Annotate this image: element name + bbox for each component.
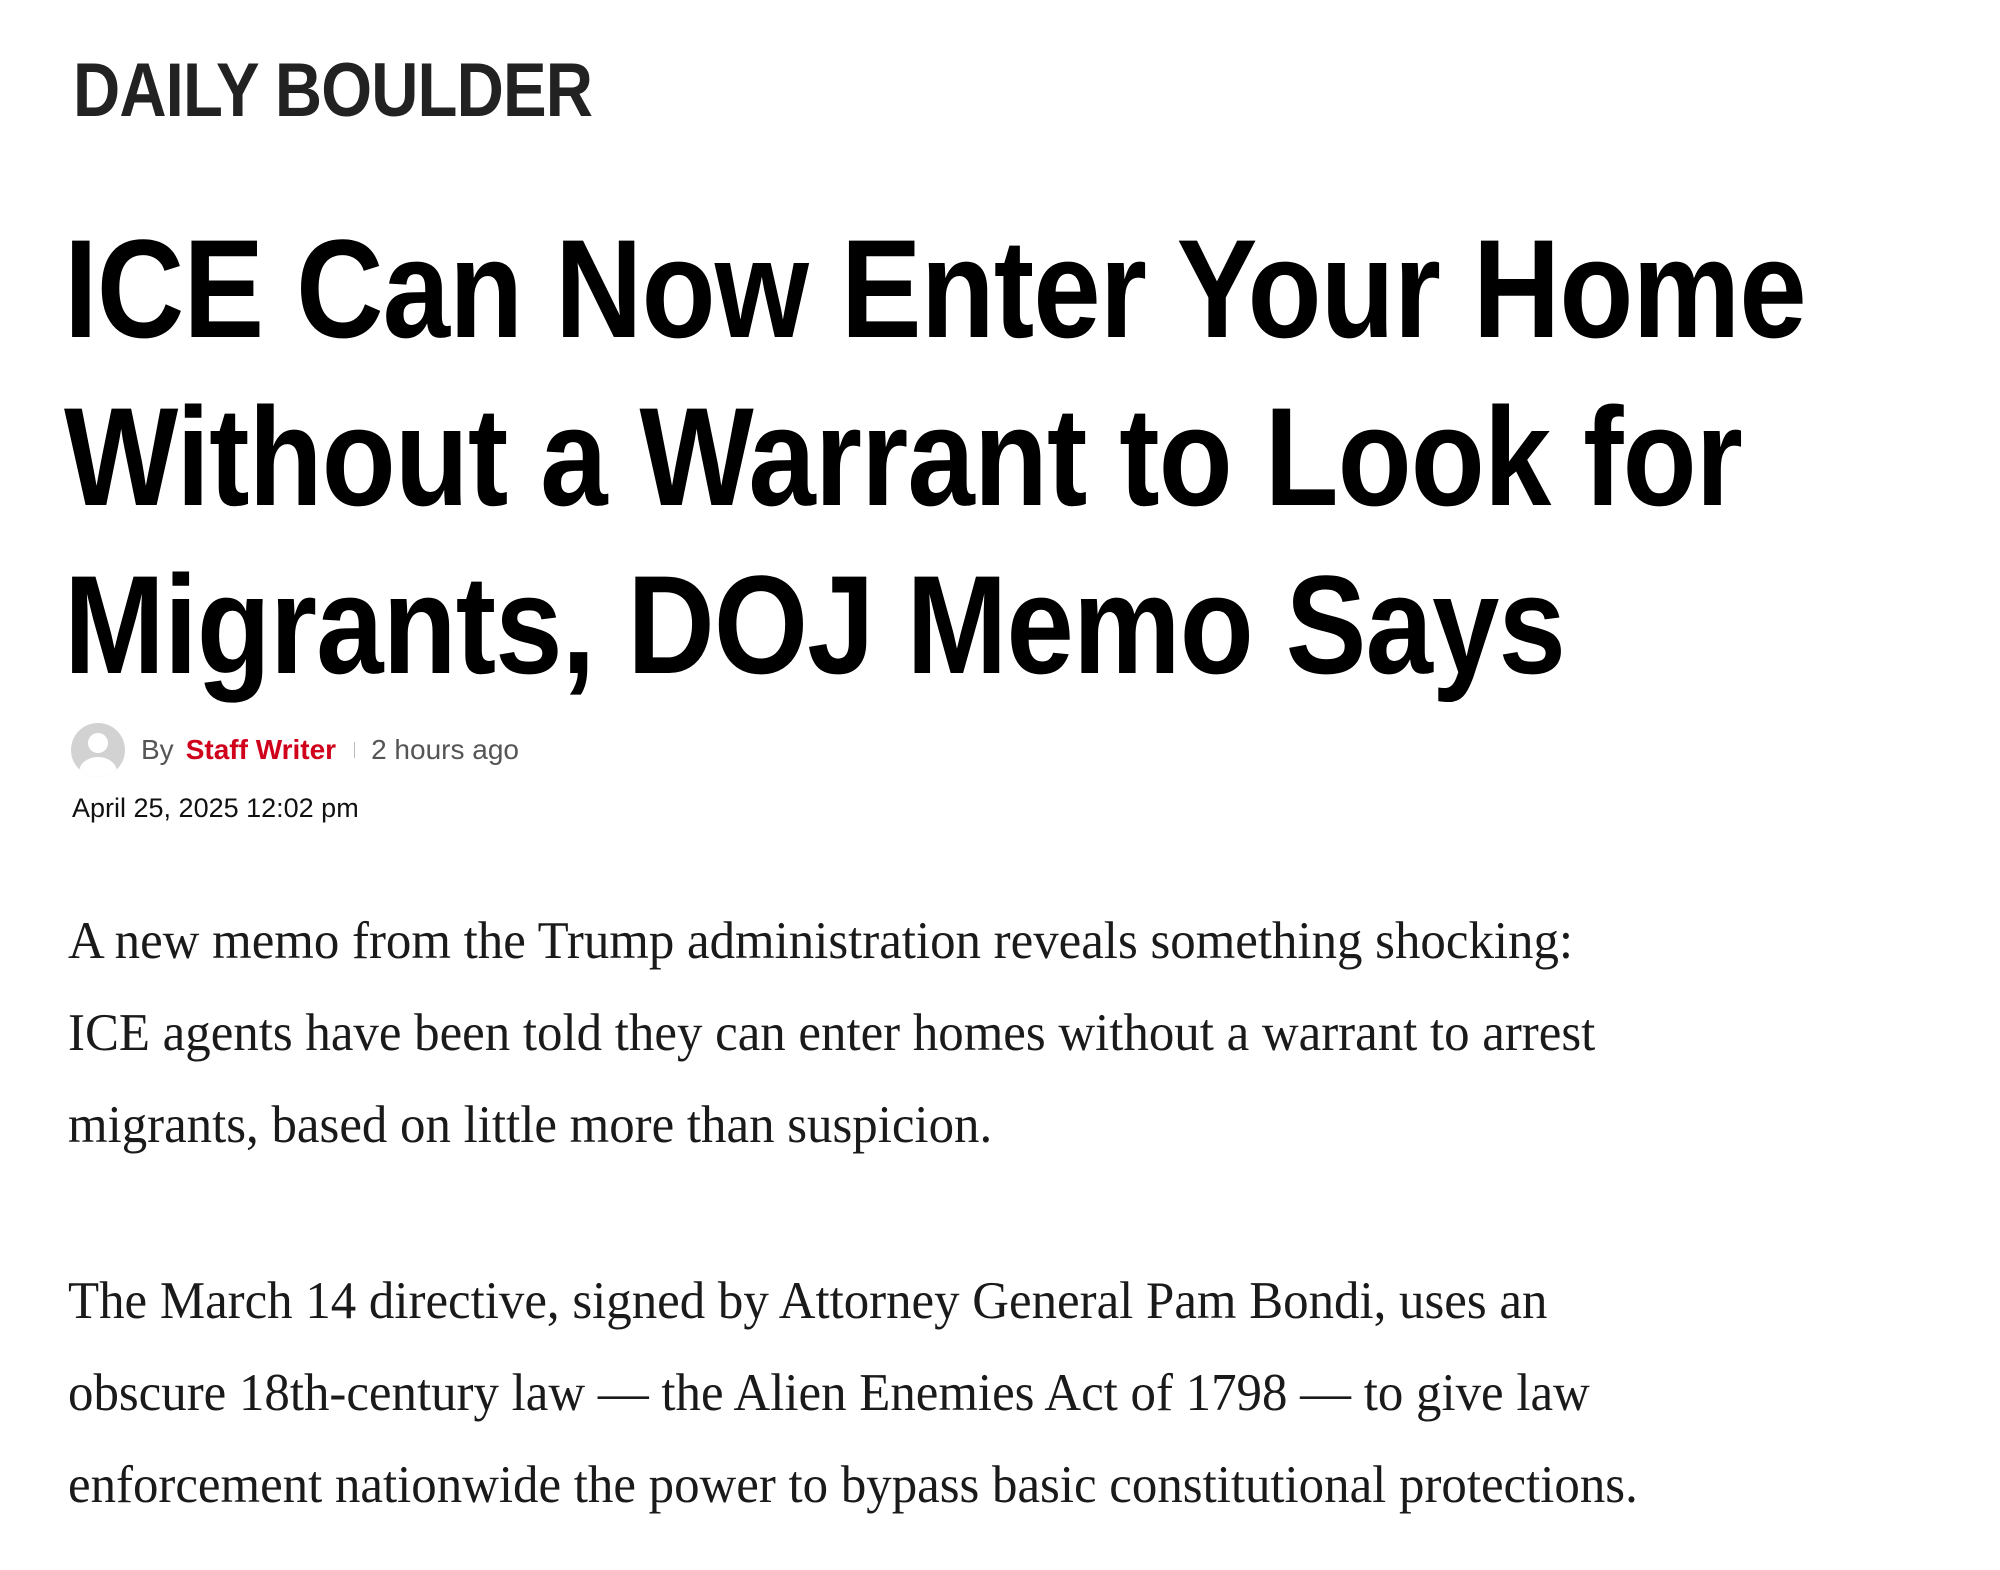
byline bbox=[71, 720, 519, 780]
article-paragraph bbox=[68, 895, 1892, 1171]
headline-line: Without a Warrant to Look for bbox=[64, 378, 1743, 535]
paragraph-line: obscure 18th-century law — the Alien Enemies Act of 1798 — to give law bbox=[68, 1364, 1590, 1422]
publish-date: April 25, 2025 12:02 pm bbox=[72, 793, 359, 823]
paragraph-line: migrants, based on little more than suspicion. bbox=[68, 1096, 993, 1154]
paragraph-line: ICE agents have been told they can enter homes without a warrant to arrest bbox=[68, 1004, 1596, 1062]
site-logo[interactable]: DAILY BOULDER bbox=[73, 48, 593, 133]
article-paragraph bbox=[68, 1255, 1892, 1531]
paragraph-line: A new memo from the Trump administration reveals something shocking: bbox=[68, 912, 1574, 970]
paragraph-line: enforcement nationwide the power to bypass basic constitutional protections. bbox=[68, 1456, 1638, 1514]
author-link[interactable]: Staff Writer bbox=[185, 734, 337, 765]
paragraph-line: The March 14 directive, signed by Attorney General Pam Bondi, uses an bbox=[68, 1272, 1548, 1330]
byline-by-label: By bbox=[141, 734, 174, 765]
headline-line: Migrants, DOJ Memo Says bbox=[64, 546, 1566, 703]
article-headline bbox=[64, 205, 1993, 709]
headline-line: ICE Can Now Enter Your Home bbox=[64, 210, 1806, 367]
user-avatar-icon bbox=[71, 723, 125, 777]
byline-divider bbox=[354, 742, 355, 758]
article-body bbox=[68, 895, 1968, 1531]
publish-time-ago: 2 hours ago bbox=[371, 734, 519, 765]
